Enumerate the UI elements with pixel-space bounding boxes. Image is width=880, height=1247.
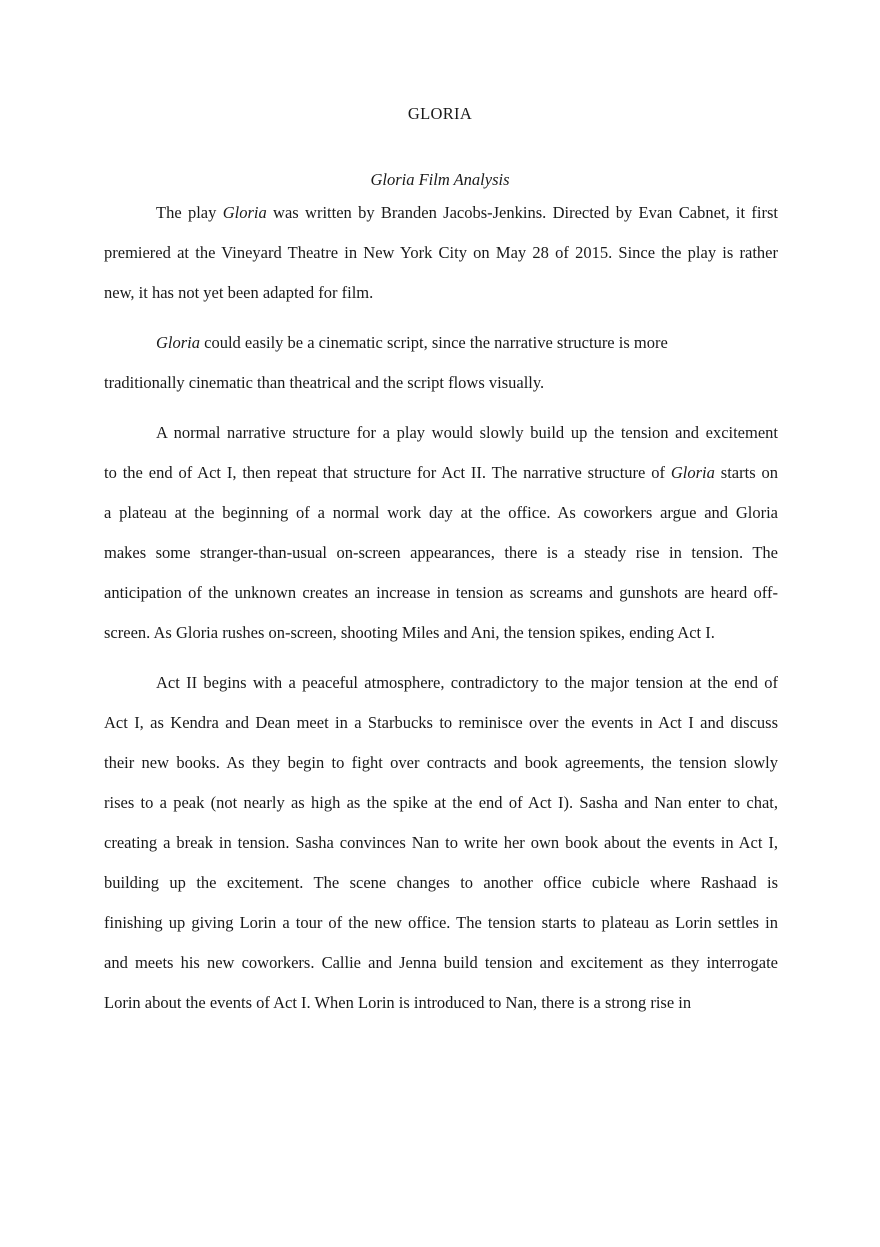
paragraph-3-line-2 [104, 453, 778, 493]
paragraph-4-line-4: rises to a peak (not nearly as high as the spike at the end of Act I). Sasha and Nan enter to chat, [104, 793, 778, 812]
paragraph-3-line-6: screen. As Gloria rushes on-screen, shooting Miles and Ani, the tension spikes, ending Act I. [104, 623, 715, 642]
text-run: starts on [714, 463, 778, 482]
paragraph-3-line-5: anticipation of the unknown creates an increase in tension as screams and gunshots are heard off- [104, 583, 778, 602]
paragraph-2 [104, 323, 778, 403]
paragraph-4-line-1: Act II begins with a peaceful atmosphere, contradictory to the major tension at the end of [156, 673, 778, 692]
paragraph-4-line-8: and meets his new coworkers. Callie and Jenna build tension and excitement as they interrogate [104, 953, 778, 972]
paragraph-2-line-2: traditionally cinematic than theatrical and the script flows visually. [104, 373, 545, 392]
paragraph-1-line-1 [104, 193, 778, 233]
paragraph-4-line-5: creating a break in tension. Sasha convinces Nan to write her own book about the events in Act I, [104, 833, 778, 852]
paragraph-4-line-9: Lorin about the events of Act I. When Lorin is introduced to Nan, there is a strong rise in [104, 993, 692, 1012]
text-run: was written by Branden Jacobs-Jenkins. Directed by Evan Cabnet, it first [266, 203, 779, 222]
paragraph-3-line-3: a plateau at the beginning of a normal work day at the office. As coworkers argue and Gloria [104, 503, 778, 522]
paragraph-3-line-1: A normal narrative structure for a play would slowly build up the tension and excitement [156, 423, 778, 442]
paragraph-4-line-3: their new books. As they begin to fight over contracts and book agreements, the tension slowly [104, 753, 778, 772]
document-title: Gloria Film Analysis [370, 170, 510, 189]
paragraph-4-line-2: Act I, as Kendra and Dean meet in a Starbucks to reminisce over the events in Act I and discuss [104, 713, 778, 732]
paragraph-4 [104, 663, 778, 1023]
body-text [104, 193, 778, 1023]
paragraph-1-line-2: premiered at the Vineyard Theatre in New York City on May 28 of 2015. Since the play is rather [104, 243, 778, 262]
paragraph-2-line-1 [104, 323, 778, 363]
paragraph-3-line-4: makes some stranger-than-usual on-screen appearances, there is a steady rise in tension. The [104, 543, 778, 562]
text-run: The play [156, 203, 223, 222]
paragraph-4-line-7: finishing up giving Lorin a tour of the new office. The tension starts to plateau as Lorin settles in [104, 913, 778, 932]
text-run: could easily be a cinematic script, since the narrative structure is more [200, 333, 668, 352]
running-head: GLORIA [407, 104, 473, 123]
italic-title-gloria: Gloria [156, 333, 201, 352]
italic-title-gloria: Gloria [222, 203, 267, 222]
paragraph-4-line-6: building up the excitement. The scene changes to another office cubicle where Rashaad is [104, 873, 778, 892]
paragraph-3 [104, 413, 778, 653]
paragraph-1 [104, 193, 778, 313]
text-run: to the end of Act I, then repeat that structure for Act II. The narrative structure of [104, 463, 671, 482]
paragraph-1-line-3: new, it has not yet been adapted for film. [104, 283, 374, 302]
italic-title-gloria: Gloria [670, 463, 715, 482]
